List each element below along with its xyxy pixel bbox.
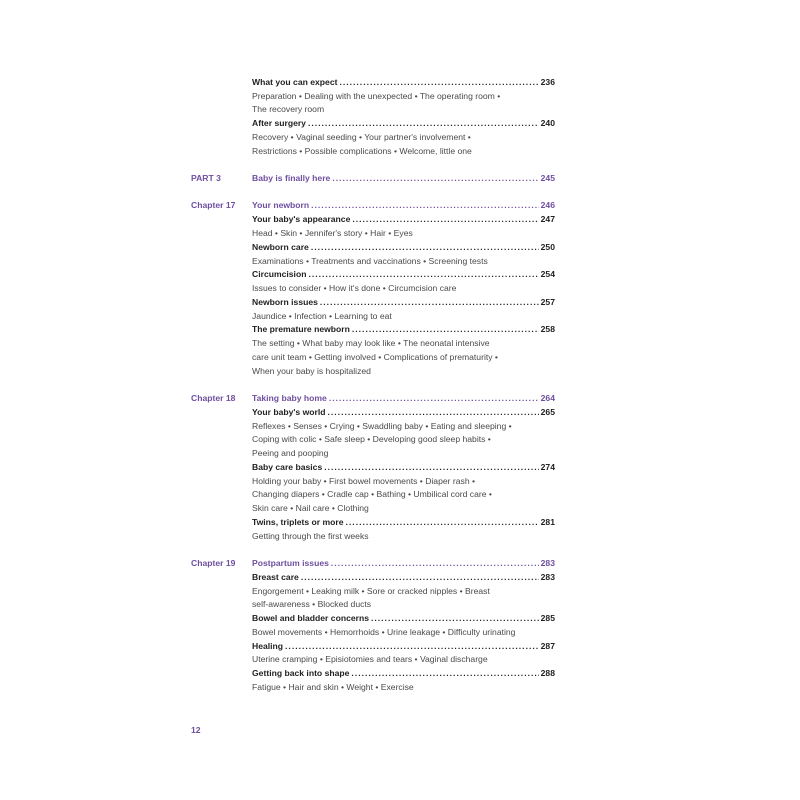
- chapter-label: Chapter 17: [191, 200, 236, 210]
- toc-entry-description: Recovery • Vaginal seeding • Your partner's involvement •: [252, 132, 471, 142]
- dot-leader: [332, 171, 538, 185]
- toc-part-heading: [252, 171, 555, 185]
- chapter-label: Chapter 18: [191, 393, 236, 403]
- toc-entry: [252, 75, 555, 89]
- toc-entry-description: Engorgement • Leaking milk • Sore or cracked nipples • Breast: [252, 586, 490, 596]
- toc-entry-page: 281: [540, 517, 555, 527]
- toc-entry-title: After surgery: [252, 118, 306, 128]
- dot-leader: [331, 556, 539, 570]
- toc-entry-page: 245: [540, 173, 555, 183]
- toc-entry-page: 257: [540, 297, 555, 307]
- toc-entry-title: Getting back into shape: [252, 668, 350, 678]
- toc-entry: [252, 515, 555, 529]
- toc-entry-description: Issues to consider • How it's done • Circumcision care: [252, 283, 457, 293]
- toc-entry-page: 283: [540, 558, 555, 568]
- toc-entry-page: 274: [540, 462, 555, 472]
- toc-entry-description: Head • Skin • Jennifer's story • Hair • Eyes: [252, 228, 413, 238]
- dot-leader: [308, 267, 538, 281]
- toc-entry-title: Taking baby home: [252, 393, 327, 403]
- toc-entry-title: Baby care basics: [252, 462, 323, 472]
- toc-entry-description: Preparation • Dealing with the unexpected • The operating room •: [252, 91, 501, 101]
- dot-leader: [285, 639, 539, 653]
- dot-leader: [308, 116, 539, 130]
- toc-entry: [252, 405, 555, 419]
- chapter-label: Chapter 19: [191, 558, 236, 568]
- toc-entry-description: Examinations • Treatments and vaccinations • Screening tests: [252, 256, 488, 266]
- toc-entry-description: Restrictions • Possible complications • Welcome, little one: [252, 146, 472, 156]
- toc-entry-title: What you can expect: [252, 77, 338, 87]
- toc-entry-description: Reflexes • Senses • Crying • Swaddling baby • Eating and sleeping •: [252, 421, 512, 431]
- toc-entry-page: 287: [540, 641, 555, 651]
- toc-entry: [252, 611, 555, 625]
- toc-entry-title: Bowel and bladder concerns: [252, 613, 369, 623]
- toc-entry-page: 288: [540, 668, 555, 678]
- toc-entry-page: 254: [540, 269, 555, 279]
- toc-entry-description: care unit team • Getting involved • Complications of prematurity •: [252, 352, 498, 362]
- dot-leader: [352, 322, 539, 336]
- toc-entry-description: The recovery room: [252, 104, 325, 114]
- toc-entry-description: Skin care • Nail care • Clothing: [252, 503, 369, 513]
- dot-leader: [301, 570, 539, 584]
- dot-leader: [371, 611, 539, 625]
- dot-leader: [352, 212, 538, 226]
- toc-entry-description: Bowel movements • Hemorrhoids • Urine leakage • Difficulty urinating: [252, 627, 516, 637]
- dot-leader: [339, 75, 538, 89]
- dot-leader: [346, 515, 539, 529]
- toc-entry-title: Postpartum issues: [252, 558, 329, 568]
- toc-entry-page: 236: [540, 77, 555, 87]
- toc-entry-title: Twins, triplets or more: [252, 517, 344, 527]
- part-label: PART 3: [191, 173, 221, 183]
- toc-entry-description: Fatigue • Hair and skin • Weight • Exercise: [252, 682, 414, 692]
- toc-entry: [252, 212, 555, 226]
- toc-entry: [252, 570, 555, 584]
- toc-entry-page: 285: [540, 613, 555, 623]
- toc-entry-page: 264: [540, 393, 555, 403]
- toc-entry-page: 258: [540, 324, 555, 334]
- page-number: 12: [191, 725, 201, 735]
- toc-entry-description: Coping with colic • Safe sleep • Developing good sleep habits •: [252, 434, 491, 444]
- dot-leader: [329, 391, 539, 405]
- toc-entry: [252, 666, 555, 680]
- toc-entry-page: 247: [540, 214, 555, 224]
- toc-entry: [252, 460, 555, 474]
- toc-entry-description: Peeing and pooping: [252, 448, 329, 458]
- toc-entry-description: When your baby is hospitalized: [252, 366, 371, 376]
- toc-entry: [252, 240, 555, 254]
- toc-entry-page: 265: [540, 407, 555, 417]
- toc-entry-title: Your baby's world: [252, 407, 326, 417]
- toc-entry: [252, 267, 555, 281]
- toc-entry-description: Getting through the first weeks: [252, 531, 369, 541]
- toc-entry-page: 283: [540, 572, 555, 582]
- toc-entry-title: Circumcision: [252, 269, 307, 279]
- toc-entry-title: The premature newborn: [252, 324, 350, 334]
- dot-leader: [311, 198, 539, 212]
- toc-chapter-heading: [252, 391, 555, 405]
- toc-entry: [252, 322, 555, 336]
- toc-entry-title: Breast care: [252, 572, 299, 582]
- toc-entry-page: 246: [540, 200, 555, 210]
- dot-leader: [324, 460, 538, 474]
- toc-entry: [252, 116, 555, 130]
- dot-leader: [351, 666, 538, 680]
- toc-entry: [252, 295, 555, 309]
- toc-entry-description: Jaundice • Infection • Learning to eat: [252, 311, 392, 321]
- dot-leader: [311, 240, 539, 254]
- dot-leader: [328, 405, 539, 419]
- toc-chapter-heading: [252, 198, 555, 212]
- toc-entry-description: Holding your baby • First bowel movements • Diaper rash •: [252, 476, 476, 486]
- toc-entry-title: Your baby's appearance: [252, 214, 351, 224]
- toc-entry-page: 250: [540, 242, 555, 252]
- toc-entry-title: Healing: [252, 641, 284, 651]
- toc-entry-title: Newborn care: [252, 242, 309, 252]
- toc-entry-description: The setting • What baby may look like • The neonatal intensive: [252, 338, 490, 348]
- toc-entry-description: Changing diapers • Cradle cap • Bathing • Umbilical cord care •: [252, 489, 492, 499]
- toc-entry-description: self-awareness • Blocked ducts: [252, 599, 372, 609]
- toc-entry-title: Your newborn: [252, 200, 310, 210]
- toc-entry-title: Baby is finally here: [252, 173, 331, 183]
- toc-entry-description: Uterine cramping • Episiotomies and tears • Vaginal discharge: [252, 654, 488, 664]
- toc-entry-page: 240: [540, 118, 555, 128]
- toc-chapter-heading: [252, 556, 555, 570]
- dot-leader: [320, 295, 539, 309]
- toc-entry: [252, 639, 555, 653]
- toc-entry-title: Newborn issues: [252, 297, 318, 307]
